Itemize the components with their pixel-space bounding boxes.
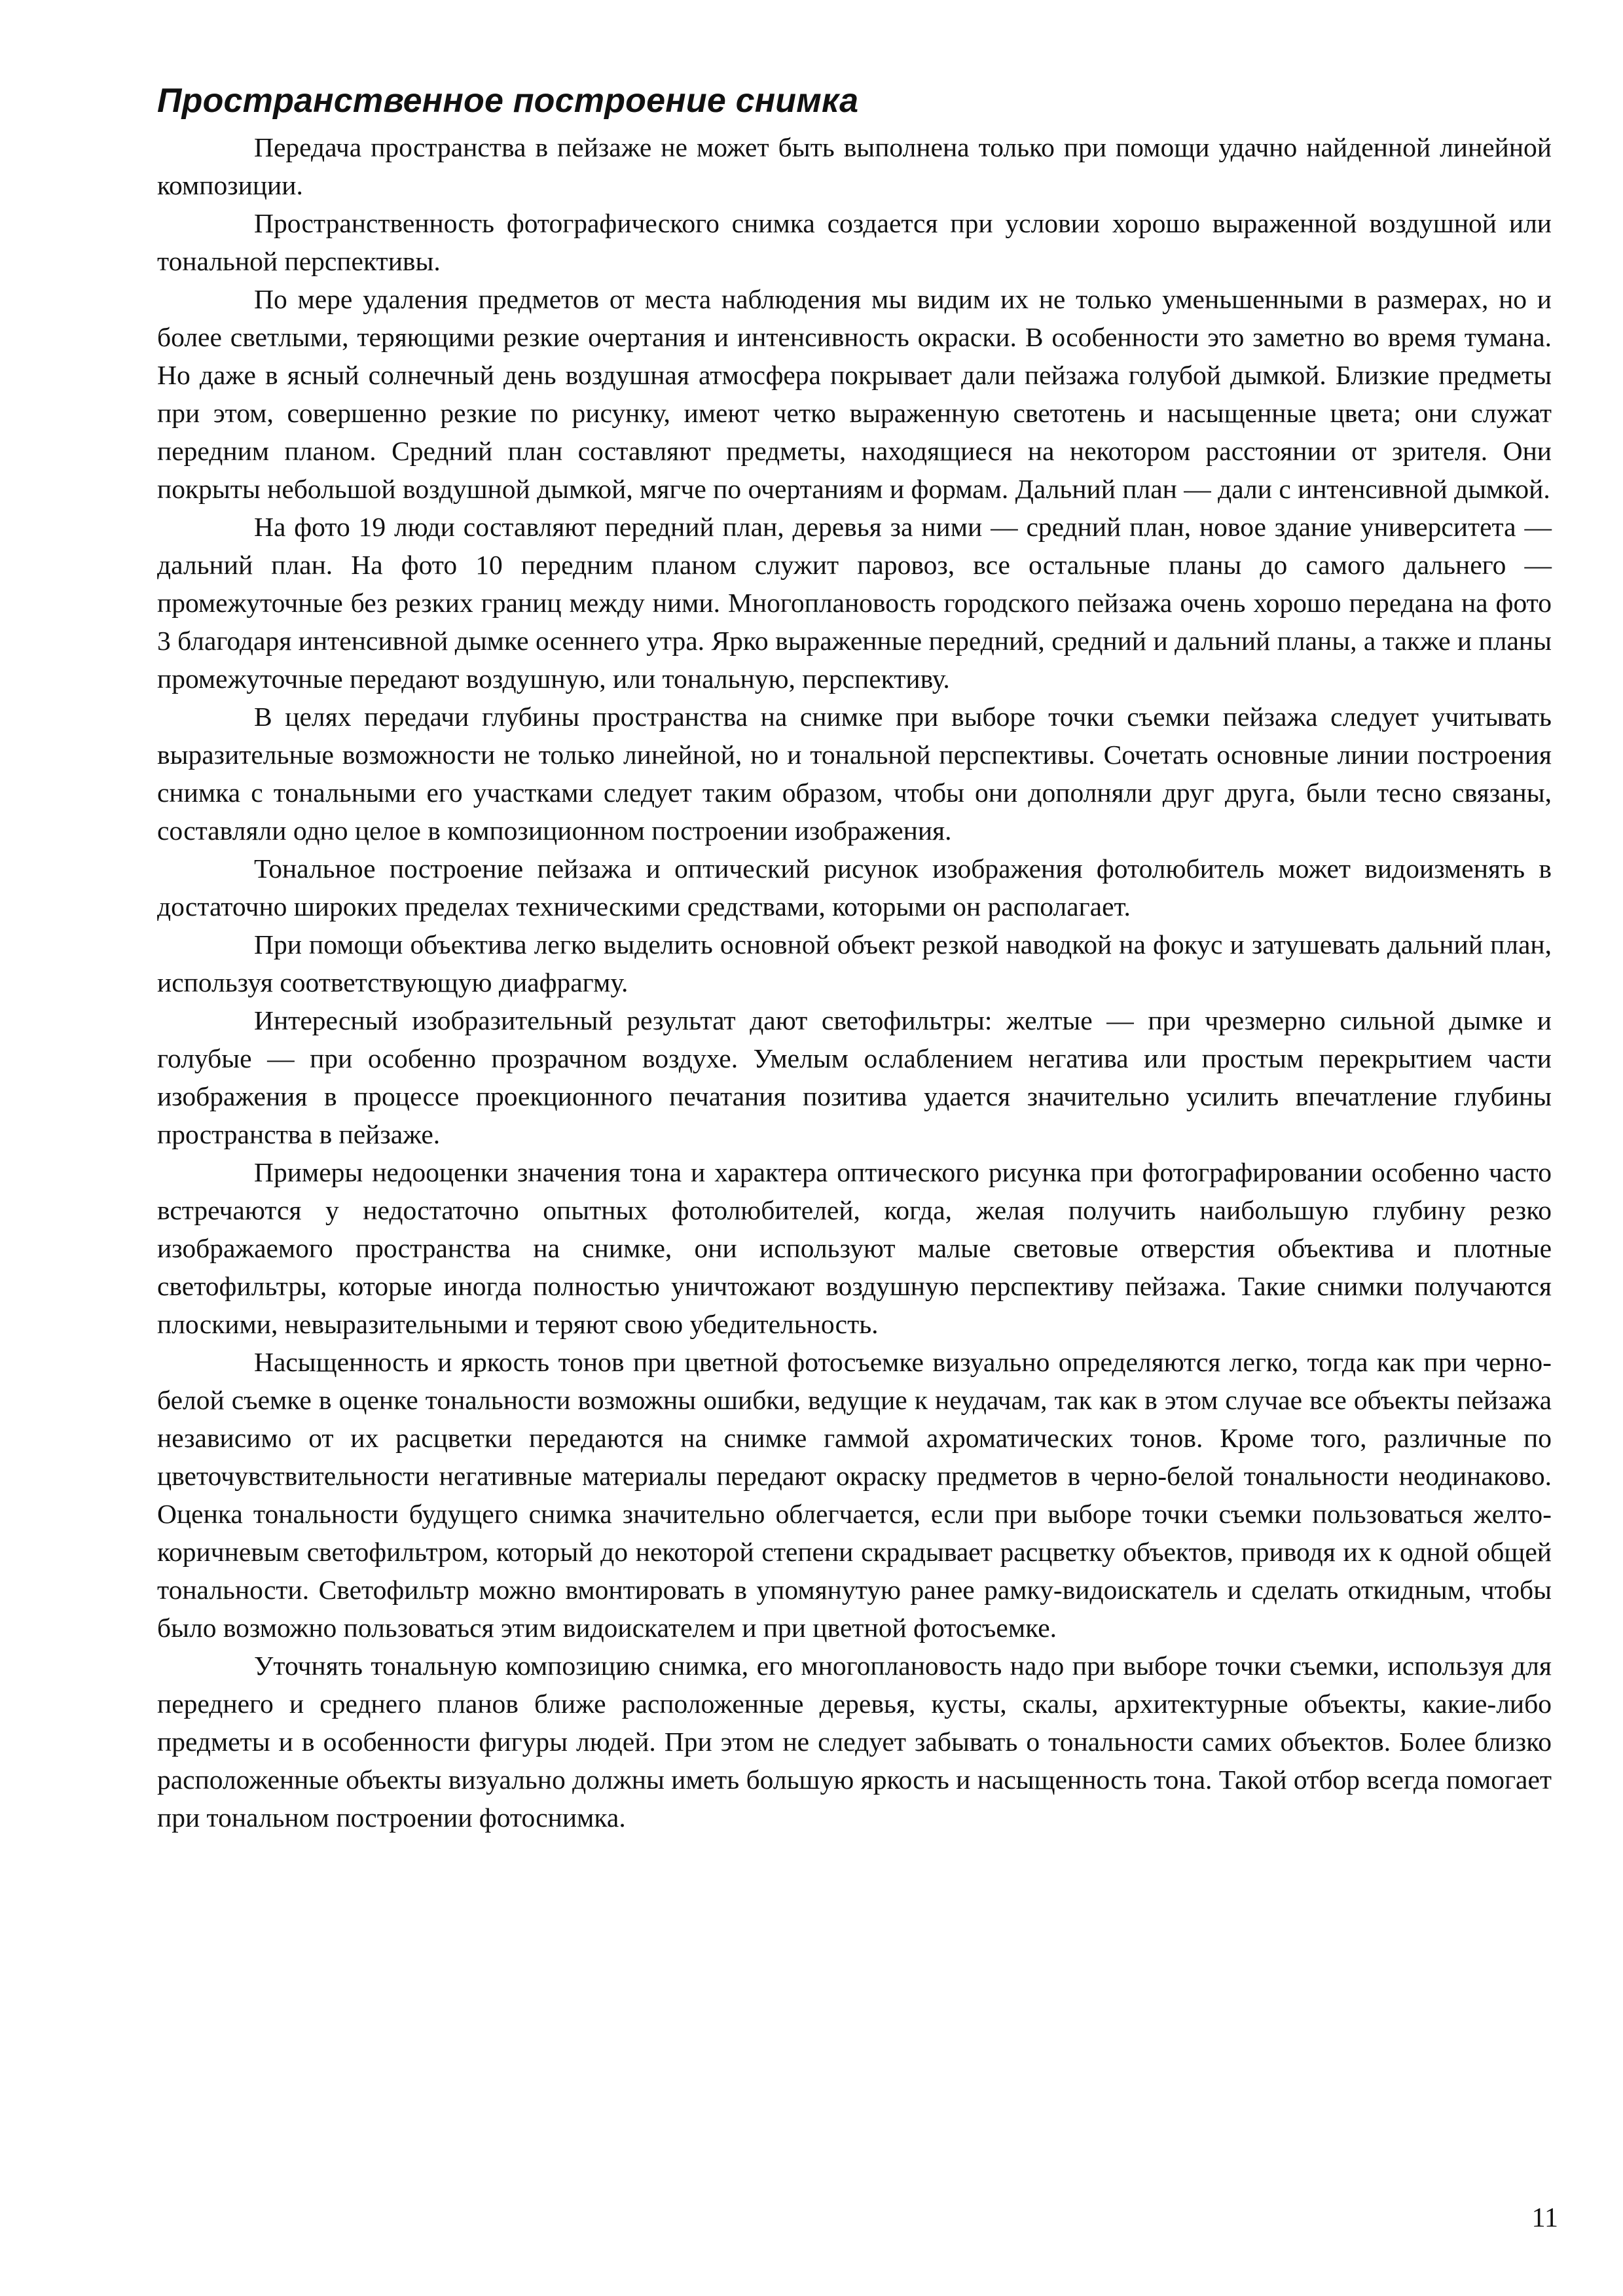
paragraph-7: При помощи объектива легко выделить основной объект резкой наводкой на фокус и затушевать дальний план, используя соответствующую диафрагму.: [157, 929, 1552, 997]
paragraph-2: Пространственность фотографического снимка создается при условии хорошо выраженной воздушной или тональной перспективы.: [157, 208, 1552, 276]
paragraph-6: Тональное построение пейзажа и оптический рисунок изображения фотолюбитель может видоизменять в достаточно широких пределах техническими средствами, которыми он располагает.: [157, 853, 1552, 922]
paragraph-10: Насыщенность и яркость тонов при цветной фотосъемке визуально определяются легко, тогда как при черно-белой съемке в оценке тональности возможны ошибки, ведущие к неудачам, так как в этом случае все объекты пейзажа независимо от их расцветки передаются на снимке гаммой ахроматических тонов. Кроме того, различные по цветочувствительности негативные материалы передают окраску предметов в черно-белой тональности неодинаково. Оценка тональности будущего снимка значительно облегчается, если при выборе точки съемки пользоваться желто-коричневым светофильтром, который до некоторой степени скрадывает расцветку объектов, приводя их к одной общей тональности. Светофильтр можно вмонтировать в упомянутую ранее рамку-видоискатель и сделать откидным, чтобы было возможно пользоваться этим видоискателем и при цветной фотосъемке.: [157, 1347, 1552, 1643]
paragraph-5: В целях передачи глубины пространства на снимке при выборе точки съемки пейзажа следует учитывать выразительные возможности не только линейной, но и тональной перспективы. Сочетать основные линии построения снимка с тональными его участками следует таким образом, чтобы они дополняли друг друга, были тесно связаны, составляли одно целое в композиционном построении изображения.: [157, 702, 1552, 846]
body-text: [157, 128, 1552, 1837]
paragraph-4: На фото 19 люди составляют передний план, деревья за ними — средний план, новое здание университета — дальний план. На фото 10 передним планом служит паровоз, все остальные планы до самого дальнего — промежуточные без резких границ между ними. Многоплановость городского пейзажа очень хорошо передана на фото 3 благодаря интенсивной дымке осеннего утра. Ярко выраженные передний, средний и дальний планы, а также и планы промежуточные передают воздушную, или тональную, перспективу.: [157, 512, 1552, 694]
paragraph-3: По мере удаления предметов от места наблюдения мы видим их не только уменьшенными в размерах, но и более светлыми, теряющими резкие очертания и интенсивность окраски. В особенности это заметно во время тумана. Но даже в ясный солнечный день воздушная атмосфера покрывает дали пейзажа голубой дымкой. Близкие предметы при этом, совершенно резкие по рисунку, имеют четко выраженную светотень и насыщенные цвета; они служат передним планом. Средний план составляют предметы, находящиеся на некотором расстоянии от зрителя. Они покрыты небольшой воздушной дымкой, мягче по очертаниям и формам. Дальний план — дали с интенсивной дымкой.: [157, 284, 1552, 504]
document-page: [157, 77, 1552, 1837]
paragraph-8: Интересный изобразительный результат дают светофильтры: желтые — при чрезмерно сильной дымке и голубые — при особенно прозрачном воздухе. Умелым ослаблением негатива или простым перекрытием части изображения в процессе проекционного печатания позитива удается значительно усилить впечатление глубины пространства в пейзаже.: [157, 1005, 1552, 1149]
page-number: 11: [1531, 2203, 1558, 2233]
paragraph-11: Уточнять тональную композицию снимка, его многоплановость надо при выборе точки съемки, используя для переднего и среднего планов ближе расположенные деревья, кусты, скалы, архитектурные объекты, какие-либо предметы и в особенности фигуры людей. При этом не следует забывать о тональности самих объектов. Более близко расположенные объекты визуально должны иметь большую яркость и насыщенность тона. Такой отбор всегда помогает при тональном построении фотоснимка.: [157, 1651, 1552, 1833]
paragraph-9: Примеры недооценки значения тона и характера оптического рисунка при фотографировании особенно часто встречаются у недостаточно опытных фотолюбителей, когда, желая получить наибольшую глубину резко изображаемого пространства на снимке, они используют малые световые отверстия объектива и плотные светофильтры, которые иногда полностью уничтожают воздушную перспективу пейзажа. Такие снимки получаются плоскими, невыразительными и теряют свою убедительность.: [157, 1157, 1552, 1339]
section-heading: Пространственное построение снимка: [157, 82, 859, 120]
paragraph-1: Передача пространства в пейзаже не может быть выполнена только при помощи удачно найденной линейной композиции.: [157, 132, 1552, 200]
